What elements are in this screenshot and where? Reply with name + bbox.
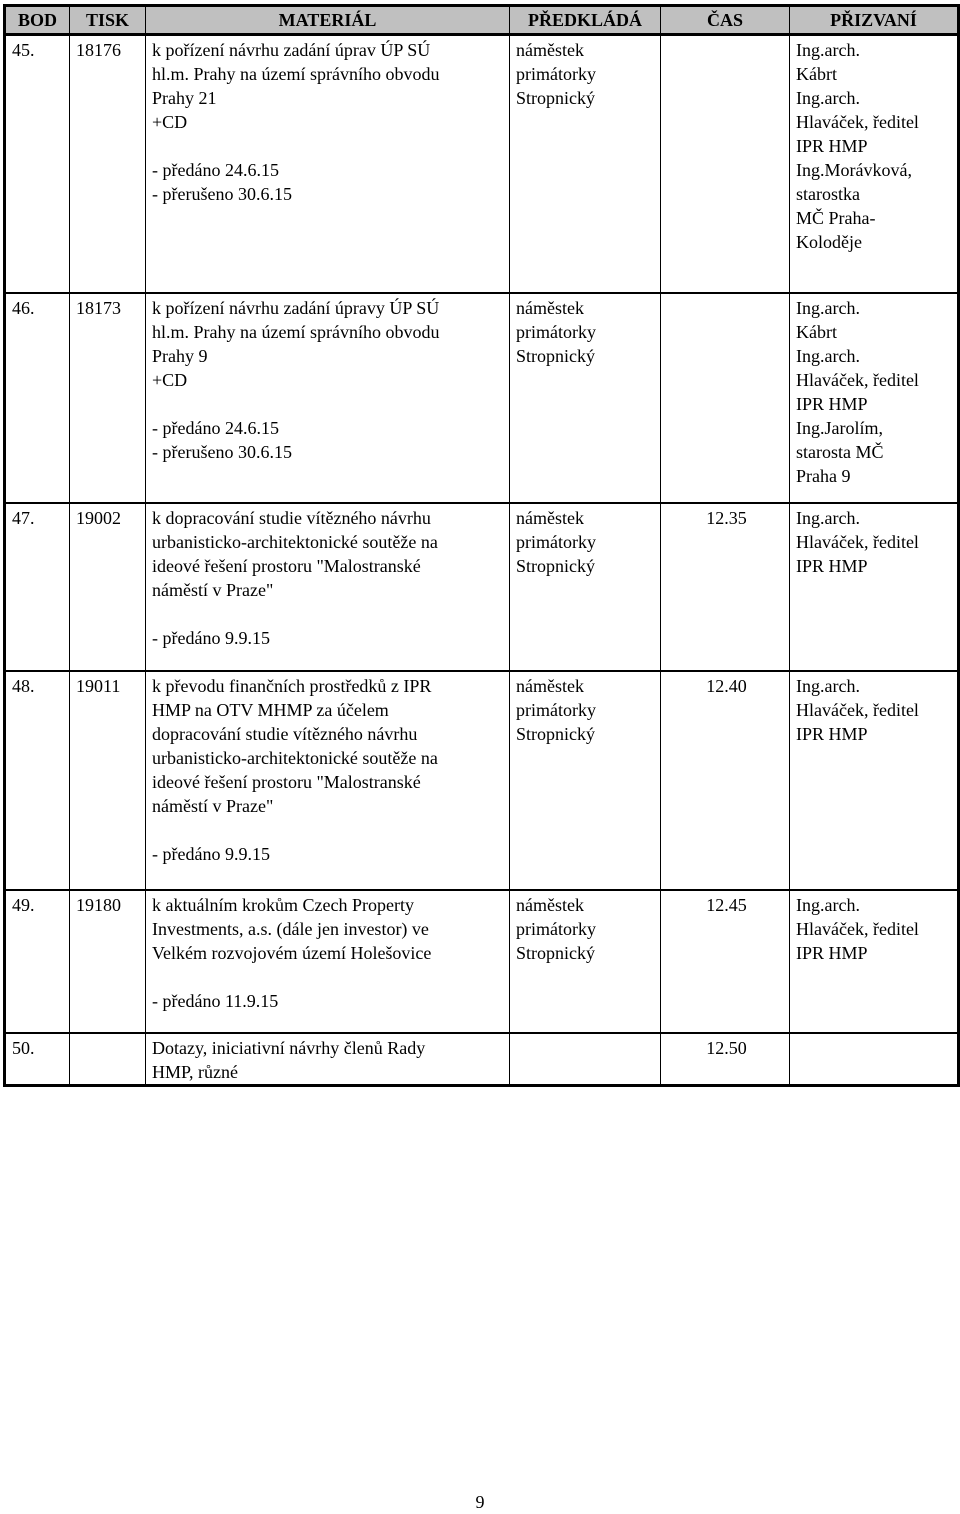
cell-bod: 46. bbox=[5, 293, 70, 503]
header-prizvani: PŘIZVANÍ bbox=[790, 6, 959, 35]
table-row bbox=[5, 293, 959, 503]
cell-material bbox=[146, 671, 510, 890]
cell-bod: 49. bbox=[5, 890, 70, 1033]
cell-material bbox=[146, 293, 510, 503]
cell-cas: 12.40 bbox=[661, 671, 790, 890]
material-text: k pořízení návrhu zadání úprav ÚP SÚ hl.m. Prahy na území správního obvodu Prahy 21 +CD bbox=[152, 40, 440, 132]
header-row bbox=[5, 6, 959, 35]
cell-predklada bbox=[510, 1033, 661, 1086]
cell-cas: 12.50 bbox=[661, 1033, 790, 1086]
material-text: Dotazy, iniciativní návrhy členů Rady HMP, různé bbox=[152, 1037, 426, 1082]
material-text: k dopracování studie vítězného návrhu urbanisticko-architektonické soutěže na ideové řešení prostoru "Malostranské náměstí v Praze" bbox=[152, 507, 438, 600]
page-number: 9 bbox=[475, 1492, 485, 1512]
cell-tisk: 19002 bbox=[70, 503, 146, 671]
cell-material bbox=[146, 1033, 510, 1086]
cell-material bbox=[146, 890, 510, 1033]
agenda-table bbox=[3, 4, 960, 1087]
cell-tisk: 19011 bbox=[70, 671, 146, 890]
cell-bod: 48. bbox=[5, 671, 70, 890]
table-row bbox=[5, 35, 959, 293]
cell-prizvani: Ing.arch. Hlaváček, ředitel IPR HMP bbox=[790, 503, 959, 671]
cell-predklada: náměstek primátorky Stropnický bbox=[510, 671, 661, 890]
cell-predklada: náměstek primátorky Stropnický bbox=[510, 503, 661, 671]
cell-cas: 12.45 bbox=[661, 890, 790, 1033]
cell-material bbox=[146, 35, 510, 293]
cell-tisk: 18176 bbox=[70, 35, 146, 293]
material-text: k pořízení návrhu zadání úpravy ÚP SÚ hl.m. Prahy na území správního obvodu Prahy 9 +CD bbox=[152, 297, 440, 390]
header-bod: BOD bbox=[5, 6, 70, 35]
cell-cas: 12.35 bbox=[661, 503, 790, 671]
material-text: k převodu finančních prostředků z IPR HMP na OTV MHMP za účelem dopracování studie vítězného návrhu urbanisticko-architektonické soutěže na ideové řešení prostoru "Malostranské náměstí v Praze" bbox=[152, 675, 438, 816]
cell-predklada: náměstek primátorky Stropnický bbox=[510, 293, 661, 503]
cell-predklada: náměstek primátorky Stropnický bbox=[510, 35, 661, 293]
cell-cas bbox=[661, 35, 790, 293]
material-note: - předáno 24.6.15 - přerušeno 30.6.15 bbox=[152, 417, 292, 462]
cell-bod: 45. bbox=[12, 40, 35, 60]
table-row bbox=[5, 503, 959, 671]
material-note: - předáno 9.9.15 bbox=[152, 843, 270, 864]
cell-cas bbox=[661, 293, 790, 503]
cell-prizvani: Ing.arch. Kábrt Ing.arch. Hlaváček, ředitel IPR HMP Ing.Jarolím, starosta MČ Praha 9 bbox=[790, 293, 959, 503]
header-cas: ČAS bbox=[661, 6, 790, 35]
table-row bbox=[5, 890, 959, 1033]
cell-material bbox=[146, 503, 510, 671]
cell-tisk bbox=[70, 1033, 146, 1086]
material-text: k aktuálním krokům Czech Property Investments, a.s. (dále jen investor) ve Velkém rozvojovém území Holešovice bbox=[152, 894, 432, 963]
table-row bbox=[5, 1033, 959, 1086]
material-note: - předáno 24.6.15 - přerušeno 30.6.15 bbox=[152, 160, 292, 204]
cell-tisk: 18173 bbox=[70, 293, 146, 503]
table-row bbox=[5, 671, 959, 890]
cell-bod: 47. bbox=[5, 503, 70, 671]
cell-prizvani: Ing.arch. Kábrt Ing.arch. Hlaváček, ředitel IPR HMP Ing.Morávková, starostka MČ Praha- Koloděje bbox=[790, 35, 959, 293]
cell-tisk: 19180 bbox=[70, 890, 146, 1033]
cell-prizvani: Ing.arch. Hlaváček, ředitel IPR HMP bbox=[790, 671, 959, 890]
header-material: MATERIÁL bbox=[146, 6, 510, 35]
cell-bod: 50. bbox=[5, 1033, 70, 1086]
cell-predklada: náměstek primátorky Stropnický bbox=[510, 890, 661, 1033]
header-tisk: TISK bbox=[70, 6, 146, 35]
cell-prizvani bbox=[790, 1033, 959, 1086]
header-predklada: PŘEDKLÁDÁ bbox=[510, 6, 661, 35]
material-note: - předáno 11.9.15 bbox=[152, 990, 279, 1011]
material-note: - předáno 9.9.15 bbox=[152, 627, 270, 648]
cell-prizvani: Ing.arch. Hlaváček, ředitel IPR HMP bbox=[790, 890, 959, 1033]
